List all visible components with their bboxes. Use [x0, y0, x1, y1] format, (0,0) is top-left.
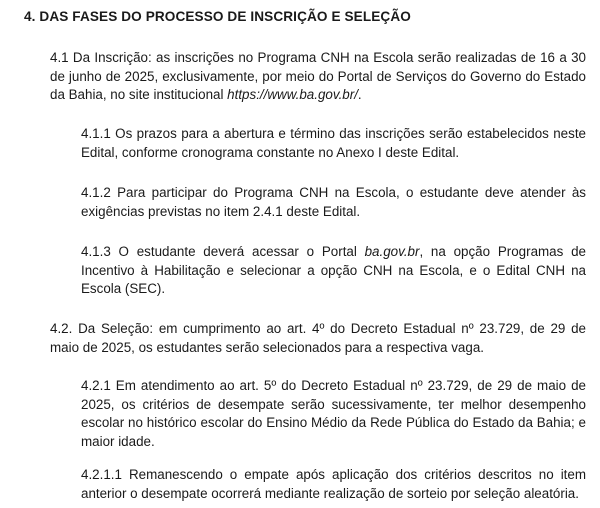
portal-url-link[interactable]: https://www.ba.gov.br/ [227, 87, 358, 102]
paragraph-4-2-1: 4.2.1 Em atendimento ao art. 5º do Decreto Estadual nº 23.729, de 29 de maio de 2025, os critérios de desempate serão sucessivamente, ter melhor desempenho escolar no histórico escolar do Ensino Médio da Rede Pública do Estado da Bahia; e maior idade. [81, 378, 586, 449]
paragraph-4-1-3 [81, 243, 586, 299]
paragraph-4-2: 4.2. Da Seleção: em cumprimento ao art. 4º do Decreto Estadual nº 23.729, de 29 de maio de 2025, os estudantes serão selecionados para a respectiva vaga. [50, 321, 586, 355]
paragraph-4-1-3-text: 4.1.3 O estudante deverá acessar o Portal [81, 244, 365, 259]
paragraph-4-1-2: 4.1.2 Para participar do Programa CNH na Escola, o estudante deve atender às exigências previstas no item 2.4.1 deste Edital. [81, 185, 586, 219]
paragraph-4-1-1: 4.1.1 Os prazos para a abertura e término das inscrições serão estabelecidos neste Edital, conforme cronograma constante no Anexo I deste Edital. [81, 126, 586, 160]
section-heading: 4. DAS FASES DO PROCESSO DE INSCRIÇÃO E SELEÇÃO [24, 9, 411, 24]
paragraph-4-1-3-rest: , na opção Programas de Incentivo à Habilitação e selecionar a opção CNH na Escola, e o Edital CNH na Escola (SEC). [81, 244, 586, 296]
portal-link[interactable]: ba.gov.br [364, 244, 420, 259]
paragraph-4-1-end: . [357, 87, 362, 102]
paragraph-4-1 [50, 49, 586, 105]
paragraph-4-2-1-1: 4.2.1.1 Remanescendo o empate após aplicação dos critérios descritos no item anterior o desempate ocorrerá mediante realização de sorteio por seleção aleatória. [81, 467, 586, 501]
paragraph-4-1-text: 4.1 Da Inscrição: as inscrições no Programa CNH na Escola serão realizadas de 16 a 30 de junho de 2025, exclusivamente, por meio do Portal de Serviços do Governo do Estado da Bahia, no site institucional [50, 50, 586, 102]
